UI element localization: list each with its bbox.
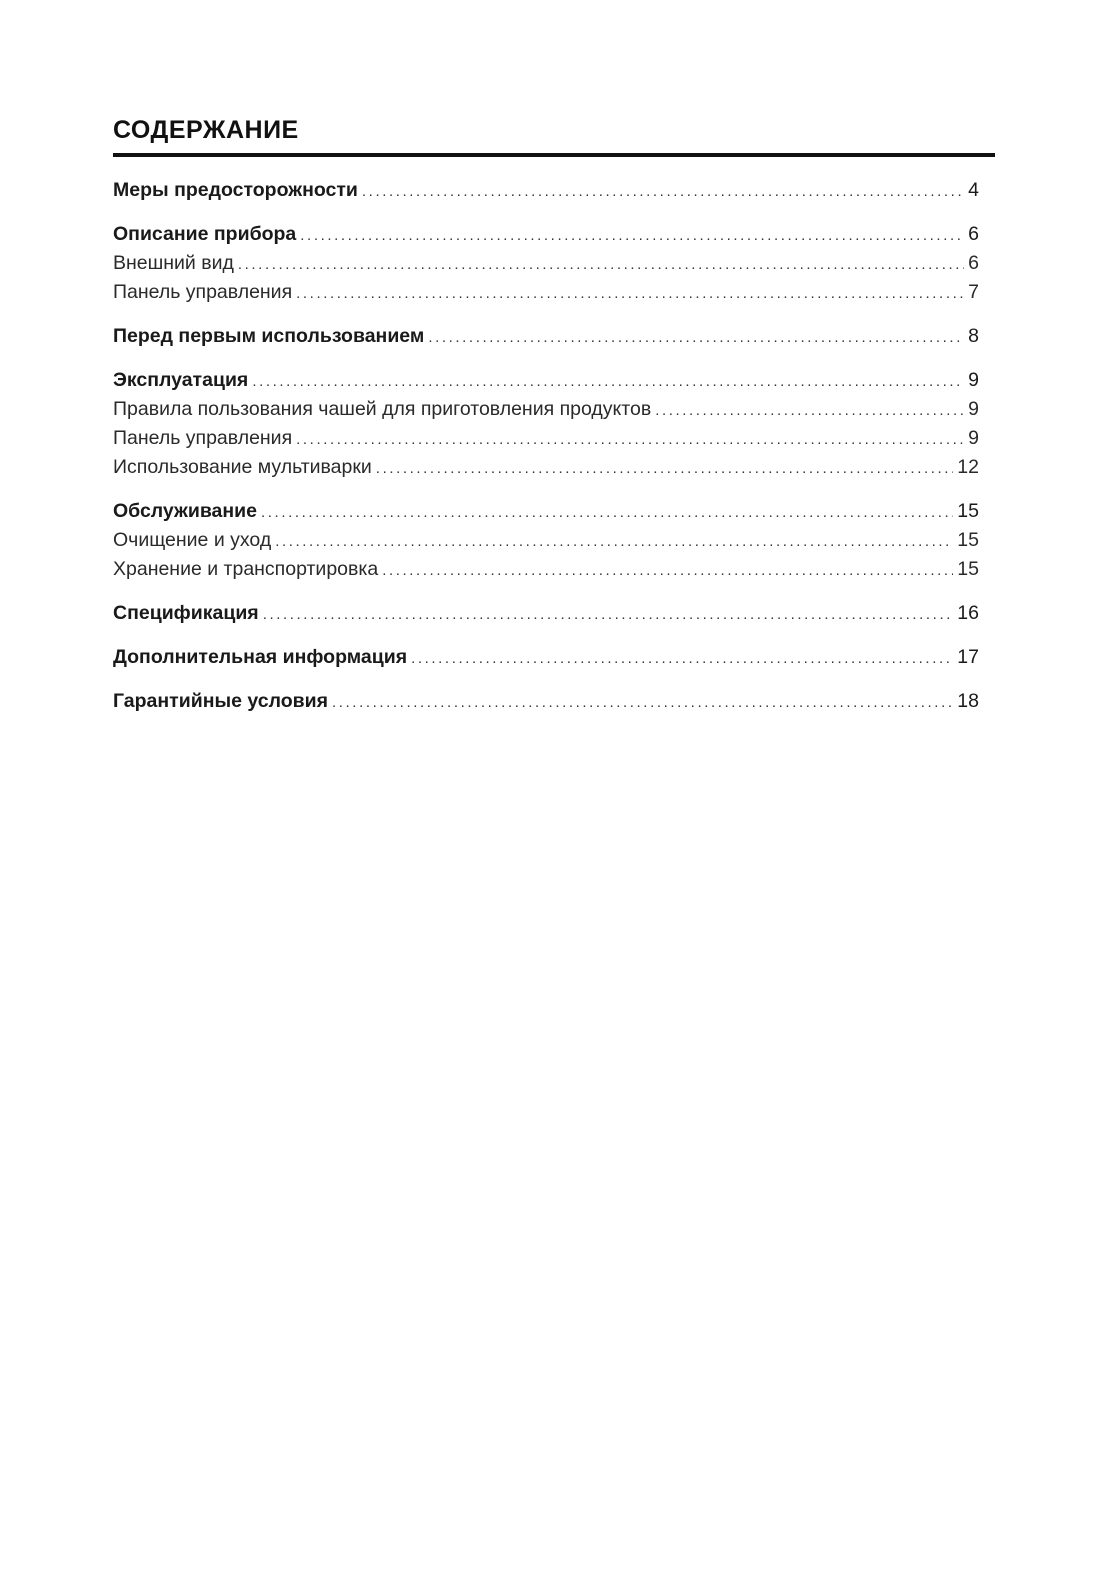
toc-dot-leader xyxy=(376,454,954,483)
toc-dot-leader xyxy=(296,279,964,308)
toc-entry-label: Описание прибора xyxy=(113,223,297,245)
toc-entry-label: Правила пользования чашей для приготовления продуктов xyxy=(113,398,652,420)
toc-entry-page: 9 xyxy=(968,398,979,420)
toc-entry-page: 8 xyxy=(968,325,979,347)
toc-entry-page: 4 xyxy=(968,179,979,201)
toc-dot-leader xyxy=(238,250,964,279)
toc-entry-label: Очищение и уход xyxy=(113,529,272,551)
toc-dot-leader xyxy=(655,396,964,425)
toc-entry[interactable] xyxy=(113,424,979,453)
toc-entry-label: Перед первым использованием xyxy=(113,325,425,347)
toc-entry[interactable] xyxy=(113,366,979,395)
toc-entry-page: 16 xyxy=(957,602,979,624)
toc-entry-page: 7 xyxy=(968,281,979,303)
toc-entry[interactable] xyxy=(113,643,979,672)
toc-dot-leader xyxy=(428,323,964,352)
toc-entry-label: Использование мультиварки xyxy=(113,456,372,478)
toc-entry[interactable] xyxy=(113,555,979,584)
toc-entry-label: Внешний вид xyxy=(113,252,234,274)
toc-entry-label: Спецификация xyxy=(113,602,259,624)
toc-entry-label: Хранение и транспортировка xyxy=(113,558,379,580)
toc-entry-page: 15 xyxy=(957,558,979,580)
toc-entry-page: 12 xyxy=(957,456,979,478)
toc-entry-page: 6 xyxy=(968,252,979,274)
toc-dot-leader xyxy=(362,177,964,206)
toc-entry-page: 6 xyxy=(968,223,979,245)
toc-entry-label: Дополнительная информация xyxy=(113,646,408,668)
toc-entry-label: Панель управления xyxy=(113,427,293,449)
toc-entry[interactable] xyxy=(113,220,979,249)
toc-entry[interactable] xyxy=(113,395,979,424)
toc-entry-page: 18 xyxy=(957,690,979,712)
toc-entry[interactable] xyxy=(113,497,979,526)
toc-entry-label: Меры предосторожности xyxy=(113,179,358,201)
toc-dot-leader xyxy=(261,498,953,527)
toc-title: СОДЕРЖАНИЕ xyxy=(113,116,299,144)
toc-list xyxy=(113,176,979,716)
toc-entry-page: 17 xyxy=(957,646,979,668)
toc-dot-leader xyxy=(263,600,954,629)
toc-dot-leader xyxy=(332,688,953,717)
toc-dot-leader xyxy=(275,527,953,556)
toc-dot-leader xyxy=(296,425,964,454)
toc-entry-label: Гарантийные условия xyxy=(113,690,328,712)
toc-entry[interactable] xyxy=(113,322,979,351)
toc-entry[interactable] xyxy=(113,278,979,307)
toc-entry-page: 15 xyxy=(957,500,979,522)
toc-dot-leader xyxy=(382,556,953,585)
toc-dot-leader xyxy=(411,644,953,673)
toc-entry-label: Обслуживание xyxy=(113,500,258,522)
toc-entry[interactable] xyxy=(113,249,979,278)
toc-entry[interactable] xyxy=(113,599,979,628)
toc-entry[interactable] xyxy=(113,176,979,205)
toc-entry[interactable] xyxy=(113,526,979,555)
toc-entry-page: 9 xyxy=(968,369,979,391)
toc-entry[interactable] xyxy=(113,453,979,482)
toc-dot-leader xyxy=(300,221,964,250)
toc-entry[interactable] xyxy=(113,687,979,716)
toc-entry-label: Эксплуатация xyxy=(113,369,249,391)
toc-entry-label: Панель управления xyxy=(113,281,293,303)
toc-entry-page: 15 xyxy=(957,529,979,551)
toc-entry-page: 9 xyxy=(968,427,979,449)
toc-dot-leader xyxy=(252,367,964,396)
title-underline xyxy=(113,153,995,157)
